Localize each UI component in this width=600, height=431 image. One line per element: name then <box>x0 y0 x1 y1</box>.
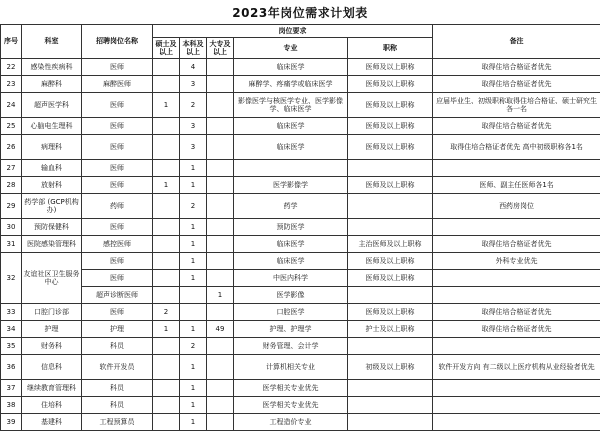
cell-bachelor: 1 <box>180 380 207 397</box>
cell-master <box>153 287 180 304</box>
cell-major: 口腔医学 <box>234 304 348 321</box>
cell-remark: 取得住培合格证者优先 <box>433 236 600 253</box>
header-college: 大专及以上 <box>207 38 234 59</box>
table-title: 2023年岗位需求计划表 <box>0 4 600 22</box>
cell-bachelor: 1 <box>180 270 207 287</box>
cell-major: 临床医学 <box>234 135 348 160</box>
cell-major: 中医内科学 <box>234 270 348 287</box>
cell-master: 1 <box>153 177 180 194</box>
cell-seq: 29 <box>1 194 22 219</box>
cell-seq: 38 <box>1 397 22 414</box>
cell-college: 49 <box>207 321 234 338</box>
cell-seq: 22 <box>1 59 22 76</box>
cell-bachelor: 1 <box>180 160 207 177</box>
cell-position: 医师 <box>82 93 153 118</box>
cell-college <box>207 135 234 160</box>
cell-college <box>207 160 234 177</box>
cell-bachelor: 3 <box>180 76 207 93</box>
table-row <box>1 160 600 177</box>
cell-major <box>234 160 348 177</box>
cell-position: 医师 <box>82 135 153 160</box>
cell-position: 科员 <box>82 380 153 397</box>
cell-dept: 信息科 <box>22 355 82 380</box>
cell-title: 主治医师及以上职称 <box>348 236 433 253</box>
cell-title <box>348 414 433 431</box>
cell-title: 医师及以上职称 <box>348 270 433 287</box>
table-row <box>1 304 600 321</box>
cell-remark: 取得住培合格证者优先 <box>433 76 600 93</box>
header-dept: 科室 <box>22 25 82 59</box>
cell-position: 医师 <box>82 118 153 135</box>
header-master: 硕士及以上 <box>153 38 180 59</box>
cell-master <box>153 118 180 135</box>
cell-dept: 超声医学科 <box>22 93 82 118</box>
cell-bachelor: 1 <box>180 414 207 431</box>
table-row <box>1 253 600 270</box>
cell-master <box>153 355 180 380</box>
cell-title: 医师及以上职称 <box>348 59 433 76</box>
cell-master <box>153 219 180 236</box>
cell-college <box>207 338 234 355</box>
cell-dept: 住培科 <box>22 397 82 414</box>
cell-dept: 药学部 (GCP机构办) <box>22 194 82 219</box>
cell-master: 1 <box>153 321 180 338</box>
table-row <box>1 380 600 397</box>
cell-college <box>207 76 234 93</box>
cell-title: 医师及以上职称 <box>348 304 433 321</box>
cell-remark: 取得住培合格证者优先 高中初级职称各1名 <box>433 135 600 160</box>
cell-master: 2 <box>153 304 180 321</box>
table-row <box>1 397 600 414</box>
table-row <box>1 194 600 219</box>
cell-title: 医师及以上职称 <box>348 135 433 160</box>
recruitment-table <box>0 24 600 431</box>
cell-master <box>153 236 180 253</box>
cell-dept: 病理科 <box>22 135 82 160</box>
cell-master <box>153 194 180 219</box>
cell-seq: 34 <box>1 321 22 338</box>
header-position: 招聘岗位名称 <box>82 25 153 59</box>
cell-dept: 基建科 <box>22 414 82 431</box>
header-title: 职称 <box>348 38 433 59</box>
cell-major: 麻醉学、疼痛学或临床医学 <box>234 76 348 93</box>
table-row <box>1 355 600 380</box>
cell-title <box>348 397 433 414</box>
cell-dept: 输血科 <box>22 160 82 177</box>
cell-master <box>153 59 180 76</box>
cell-bachelor <box>180 287 207 304</box>
cell-position: 医师 <box>82 59 153 76</box>
cell-major: 医学影像学 <box>234 177 348 194</box>
cell-remark <box>433 219 600 236</box>
cell-seq: 33 <box>1 304 22 321</box>
header-requirements: 岗位要求 <box>153 25 433 38</box>
cell-remark <box>433 414 600 431</box>
cell-dept: 医院感染管理科 <box>22 236 82 253</box>
cell-title: 护士及以上职称 <box>348 321 433 338</box>
cell-remark: 取得住培合格证者优先 <box>433 59 600 76</box>
cell-position: 超声诊断医师 <box>82 287 153 304</box>
cell-title <box>348 160 433 177</box>
cell-position: 感控医师 <box>82 236 153 253</box>
cell-title: 医师及以上职称 <box>348 93 433 118</box>
header-bachelor: 本科及以上 <box>180 38 207 59</box>
cell-position: 药师 <box>82 194 153 219</box>
cell-title <box>348 194 433 219</box>
cell-title: 初级及以上职称 <box>348 355 433 380</box>
cell-remark: 取得住培合格证者优先 <box>433 321 600 338</box>
cell-bachelor: 1 <box>180 236 207 253</box>
cell-remark: 医师、副主任医师各1名 <box>433 177 600 194</box>
cell-college <box>207 270 234 287</box>
cell-bachelor: 4 <box>180 59 207 76</box>
cell-bachelor: 1 <box>180 177 207 194</box>
cell-title: 医师及以上职称 <box>348 118 433 135</box>
table-row <box>1 287 600 304</box>
cell-seq: 39 <box>1 414 22 431</box>
cell-remark: 取得住培合格证者优先 <box>433 118 600 135</box>
cell-bachelor: 1 <box>180 397 207 414</box>
cell-remark <box>433 270 600 287</box>
cell-master <box>153 380 180 397</box>
cell-position: 科员 <box>82 397 153 414</box>
cell-college <box>207 253 234 270</box>
cell-major: 临床医学 <box>234 118 348 135</box>
cell-remark <box>433 338 600 355</box>
cell-position: 医师 <box>82 304 153 321</box>
cell-seq: 24 <box>1 93 22 118</box>
cell-remark <box>433 160 600 177</box>
cell-title <box>348 338 433 355</box>
cell-bachelor: 1 <box>180 355 207 380</box>
cell-college <box>207 93 234 118</box>
cell-dept: 继续教育管理科 <box>22 380 82 397</box>
table-row <box>1 321 600 338</box>
cell-major: 影像医学与核医学专业、医学影像学、临床医学 <box>234 93 348 118</box>
cell-major: 医学相关专业优先 <box>234 380 348 397</box>
cell-college <box>207 59 234 76</box>
cell-master <box>153 397 180 414</box>
table-row <box>1 219 600 236</box>
cell-seq: 28 <box>1 177 22 194</box>
cell-title <box>348 219 433 236</box>
cell-bachelor: 3 <box>180 135 207 160</box>
cell-seq: 35 <box>1 338 22 355</box>
cell-college <box>207 304 234 321</box>
cell-title: 医师及以上职称 <box>348 177 433 194</box>
cell-master <box>153 338 180 355</box>
cell-college <box>207 397 234 414</box>
header-major: 专业 <box>234 38 348 59</box>
cell-seq: 31 <box>1 236 22 253</box>
cell-bachelor: 3 <box>180 118 207 135</box>
cell-position: 护理 <box>82 321 153 338</box>
cell-dept: 口腔门诊部 <box>22 304 82 321</box>
cell-remark: 软件开发方向 有二级以上医疗机构从业经验者优先 <box>433 355 600 380</box>
cell-bachelor <box>180 304 207 321</box>
cell-major: 预防医学 <box>234 219 348 236</box>
cell-master <box>153 135 180 160</box>
cell-major: 临床医学 <box>234 59 348 76</box>
cell-seq: 32 <box>1 253 22 304</box>
table-row <box>1 76 600 93</box>
table-row <box>1 270 600 287</box>
cell-title: 医师及以上职称 <box>348 76 433 93</box>
cell-college: 1 <box>207 287 234 304</box>
cell-major: 药学 <box>234 194 348 219</box>
table-row <box>1 177 600 194</box>
cell-position: 麻醉医师 <box>82 76 153 93</box>
cell-remark <box>433 397 600 414</box>
table-row <box>1 118 600 135</box>
cell-remark <box>433 380 600 397</box>
header-remarks: 备注 <box>433 25 600 59</box>
cell-bachelor: 1 <box>180 219 207 236</box>
cell-major: 计算机相关专业 <box>234 355 348 380</box>
cell-bachelor: 1 <box>180 253 207 270</box>
cell-master <box>153 253 180 270</box>
table-row <box>1 59 600 76</box>
cell-major: 财务管理、会计学 <box>234 338 348 355</box>
cell-bachelor: 2 <box>180 338 207 355</box>
cell-dept: 友谊社区卫生服务中心 <box>22 253 82 304</box>
cell-dept: 护理 <box>22 321 82 338</box>
cell-position: 软件开发员 <box>82 355 153 380</box>
table-row <box>1 236 600 253</box>
cell-position: 科员 <box>82 338 153 355</box>
cell-title <box>348 380 433 397</box>
cell-dept: 心脑电生理科 <box>22 118 82 135</box>
cell-seq: 37 <box>1 380 22 397</box>
cell-college <box>207 380 234 397</box>
cell-master <box>153 414 180 431</box>
cell-dept: 麻醉科 <box>22 76 82 93</box>
cell-college <box>207 177 234 194</box>
cell-dept: 放射科 <box>22 177 82 194</box>
cell-position: 工程预算员 <box>82 414 153 431</box>
cell-major: 工程造价专业 <box>234 414 348 431</box>
cell-dept: 预防保健科 <box>22 219 82 236</box>
cell-college <box>207 194 234 219</box>
header-seq: 序号 <box>1 25 22 59</box>
cell-dept: 感染性疾病科 <box>22 59 82 76</box>
cell-remark: 应届毕业生、初级职称取得住培合格证、硕士研究生各一名 <box>433 93 600 118</box>
cell-remark: 外科专业优先 <box>433 253 600 270</box>
cell-remark: 取得住培合格证者优先 <box>433 304 600 321</box>
cell-college <box>207 118 234 135</box>
cell-remark <box>433 287 600 304</box>
cell-title <box>348 287 433 304</box>
cell-major: 临床医学 <box>234 253 348 270</box>
cell-college <box>207 355 234 380</box>
cell-college <box>207 236 234 253</box>
cell-major: 医学相关专业优先 <box>234 397 348 414</box>
table-row <box>1 414 600 431</box>
cell-bachelor: 2 <box>180 194 207 219</box>
cell-position: 医师 <box>82 160 153 177</box>
cell-seq: 26 <box>1 135 22 160</box>
cell-position: 医师 <box>82 253 153 270</box>
cell-title: 医师及以上职称 <box>348 253 433 270</box>
cell-major: 临床医学 <box>234 236 348 253</box>
table-row <box>1 93 600 118</box>
cell-position: 医师 <box>82 270 153 287</box>
cell-seq: 30 <box>1 219 22 236</box>
cell-major: 医学影像 <box>234 287 348 304</box>
cell-position: 医师 <box>82 219 153 236</box>
cell-position: 医师 <box>82 177 153 194</box>
cell-dept: 财务科 <box>22 338 82 355</box>
table-row <box>1 135 600 160</box>
cell-college <box>207 414 234 431</box>
cell-master <box>153 76 180 93</box>
cell-remark: 西药房岗位 <box>433 194 600 219</box>
cell-seq: 36 <box>1 355 22 380</box>
cell-seq: 27 <box>1 160 22 177</box>
cell-major: 护理、护理学 <box>234 321 348 338</box>
cell-master <box>153 160 180 177</box>
cell-bachelor: 2 <box>180 93 207 118</box>
cell-seq: 23 <box>1 76 22 93</box>
cell-master <box>153 270 180 287</box>
cell-seq: 25 <box>1 118 22 135</box>
cell-master: 1 <box>153 93 180 118</box>
cell-bachelor: 1 <box>180 321 207 338</box>
cell-college <box>207 219 234 236</box>
table-row <box>1 338 600 355</box>
